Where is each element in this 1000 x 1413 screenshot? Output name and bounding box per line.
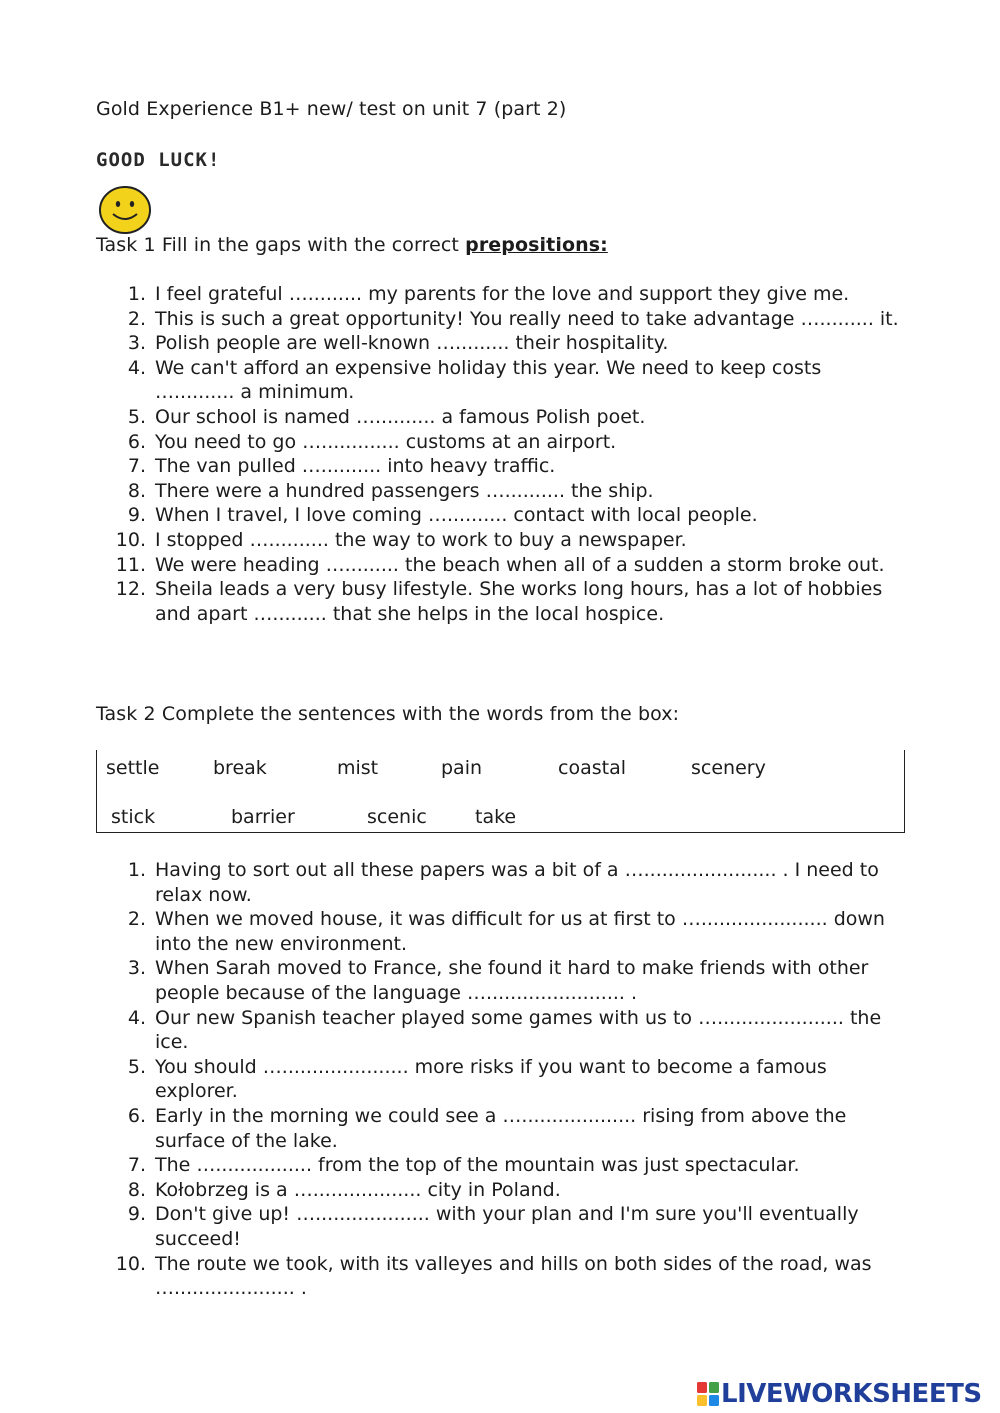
item-text: I feel grateful …......... my parents for the love and support they give me.	[155, 283, 850, 305]
item-number: 7.	[127, 455, 146, 478]
list-item	[96, 907, 900, 956]
list-item	[96, 503, 900, 528]
word-box-item: scenic	[367, 806, 427, 828]
item-number: 2.	[127, 908, 146, 931]
list-item	[96, 1252, 900, 1301]
item-number: 10.	[115, 528, 146, 551]
list-item	[96, 1055, 900, 1104]
item-text: Our school is named ….......... a famous Polish poet.	[155, 405, 646, 428]
word-box-item: settle	[106, 757, 160, 779]
list-item	[96, 1202, 900, 1251]
item-number: 2.	[127, 307, 146, 330]
task1-emphasis: prepositions:	[465, 234, 608, 256]
list-item	[96, 479, 900, 504]
item-text: Polish people are well-known …......... their hospitality.	[155, 332, 669, 355]
item-text: The …................ from the top of the mountain was just spectacular.	[155, 1154, 800, 1177]
word-box-item: take	[475, 806, 517, 828]
task1-intro: Task 1 Fill in the gaps with the correct	[96, 234, 466, 256]
item-number: 5.	[127, 1055, 146, 1078]
list-item	[96, 331, 900, 356]
word-box-item: pain	[441, 757, 483, 779]
list-item	[96, 1153, 900, 1178]
list-item	[96, 858, 900, 907]
liveworksheets-logo[interactable]	[697, 1379, 997, 1409]
list-item	[96, 553, 900, 578]
item-text: Kołobrzeg is a ….................. city in Poland.	[155, 1178, 561, 1201]
item-number: 3.	[127, 957, 146, 980]
good-luck-heading: GOOD LUCK!	[96, 149, 221, 171]
list-item	[96, 956, 900, 1005]
item-text: You need to go …............. customs at an airport.	[155, 430, 617, 453]
item-number: 10.	[115, 1252, 146, 1275]
item-text: There were a hundred passengers ….......... the ship.	[155, 479, 654, 502]
task1-list	[96, 282, 900, 626]
list-item	[96, 1006, 900, 1055]
list-item	[96, 307, 900, 332]
item-text: You should …..................... more risks if you want to become a famous explorer.	[155, 1055, 827, 1103]
word-box	[96, 750, 905, 833]
word-box-item: mist	[337, 757, 379, 779]
item-text: Our new Spanish teacher played some games with us to …..................... the ice.	[155, 1006, 882, 1054]
task2-list	[96, 858, 900, 1301]
item-number: 9.	[127, 504, 146, 527]
item-text: Early in the morning we could see a …................... rising from above the surface of the lake.	[155, 1104, 847, 1152]
item-number: 9.	[127, 1203, 146, 1226]
list-item	[96, 405, 900, 430]
list-item	[96, 528, 900, 553]
task2-instruction: Task 2 Complete the sentences with the words from the box:	[96, 703, 680, 725]
item-text: We were heading …......... the beach when all of a sudden a storm broke out.	[155, 553, 885, 576]
item-number: 4.	[127, 356, 146, 379]
item-number: 5.	[127, 405, 146, 428]
list-item	[96, 1178, 900, 1203]
word-box-item: scenery	[691, 757, 766, 779]
item-number: 1.	[127, 283, 146, 305]
item-text: When Sarah moved to France, she found it hard to make friends with other people because of the language …....................... .	[155, 957, 869, 1004]
smiley-face-icon	[98, 185, 152, 235]
item-number: 8.	[127, 1178, 146, 1201]
word-box-item: break	[213, 757, 267, 779]
list-item	[96, 577, 900, 626]
item-number: 4.	[127, 1006, 146, 1029]
list-item	[96, 282, 900, 307]
item-text: The route we took, with its valleyes and hills on both sides of the road, was ….................... .	[155, 1252, 872, 1300]
word-box-item: barrier	[231, 806, 295, 828]
worksheet-title: Gold Experience B1+ new/ test on unit 7 (part 2)	[96, 98, 567, 120]
item-number: 12.	[115, 578, 146, 601]
logo-text: LIVEWORKSHEETS	[721, 1379, 982, 1409]
list-item	[96, 454, 900, 479]
list-item	[96, 1104, 900, 1153]
item-text: We can't afford an expensive holiday this year. We need to keep costs ….......... a minimum.	[155, 356, 822, 404]
item-number: 11.	[115, 553, 146, 576]
word-box-item: coastal	[558, 757, 626, 779]
item-text: Sheila leads a very busy lifestyle. She works long hours, has a lot of hobbies and apart …......... that she helps in the local hospice.	[155, 578, 883, 625]
item-text: When we moved house, it was difficult for us at first to …..................... down into the new environment.	[155, 908, 885, 955]
list-item	[96, 430, 900, 455]
liveworksheets-logo-icon	[697, 1382, 719, 1406]
item-text: The van pulled ….......... into heavy traffic.	[155, 455, 556, 478]
task1-instruction	[96, 233, 608, 257]
item-text: When I travel, I love coming ….......... contact with local people.	[155, 504, 758, 527]
item-number: 8.	[127, 479, 146, 502]
item-number: 6.	[127, 430, 146, 453]
word-box-item: stick	[111, 806, 156, 828]
item-text: Don't give up! …................... with your plan and I'm sure you'll eventually succeed!	[155, 1203, 859, 1250]
item-number: 6.	[127, 1104, 146, 1127]
item-text: This is such a great opportunity! You really need to take advantage …......... it.	[155, 307, 899, 330]
item-text: Having to sort out all these papers was a bit of a …...................... . I need to relax now.	[155, 859, 879, 906]
list-item	[96, 356, 900, 405]
item-number: 7.	[127, 1154, 146, 1177]
item-number: 3.	[127, 332, 146, 355]
item-number: 1.	[127, 859, 146, 881]
item-text: I stopped ….......... the way to work to buy a newspaper.	[155, 528, 687, 551]
